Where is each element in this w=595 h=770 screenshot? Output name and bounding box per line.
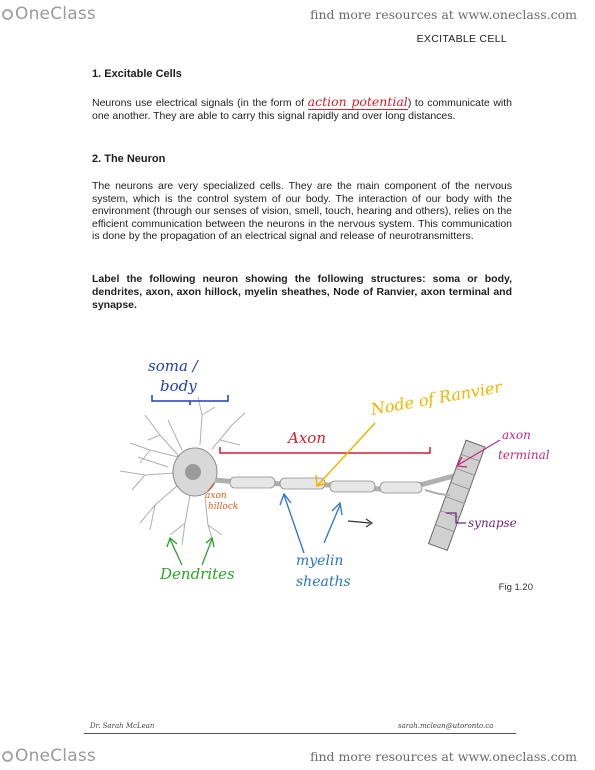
axon-bracket [220, 447, 430, 453]
figure-caption: Fig 1.20 [498, 582, 533, 593]
footer-email: sarah.mclean@utoronto.ca [398, 722, 494, 730]
label-task-instructions: Label the following neuron showing the following structures: soma or body, dendrites, axon, axon hillock, myelin sheathes, Node of Ranvier, axon terminal and synapse. [92, 273, 512, 312]
label-node-of-ranvier: Node of Ranvier [369, 377, 504, 419]
label-myelin-line2: sheaths [296, 574, 351, 590]
neuron-svg [90, 345, 570, 605]
logo-ring-icon [2, 751, 13, 762]
neuron-diagram [90, 345, 570, 605]
section1-paragraph [92, 96, 512, 122]
logo-text: OneClass [15, 4, 96, 24]
label-axon-hillock-line1: axon [205, 491, 227, 501]
nucleus [185, 464, 201, 480]
label-dendrites: Dendrites [160, 565, 235, 583]
logo-ring-icon [2, 9, 13, 20]
document-header: EXCITABLE CELL [416, 33, 507, 45]
footer-rule [84, 733, 516, 734]
label-soma-line2: body [160, 377, 197, 395]
label-synapse: synapse [468, 516, 517, 530]
find-more-link-top[interactable]: find more resources at www.oneclass.com [310, 7, 577, 22]
label-axon: Axon [288, 429, 326, 447]
soma-bracket [152, 395, 228, 401]
oneclass-logo-top [2, 4, 96, 24]
find-more-link-bottom[interactable]: find more resources at www.oneclass.com [310, 749, 577, 764]
footer-author: Dr. Sarah McLean [90, 722, 155, 730]
section1-text-after: ) to communicate with one another. They are able to carry this signal rapidly and over long distances. [92, 97, 513, 122]
label-soma-line1: soma / [148, 357, 198, 375]
label-axon-terminal-line2: terminal [498, 448, 550, 462]
myelin-arrow-left [284, 495, 304, 553]
postsynaptic-cell [429, 440, 485, 550]
signal-direction-arrow-icon [348, 521, 370, 523]
section2-heading: 2. The Neuron [92, 153, 166, 165]
section1-heading: 1. Excitable Cells [92, 68, 182, 80]
logo-text: OneClass [15, 746, 96, 766]
label-myelin-line1: myelin [296, 553, 344, 569]
label-axon-hillock-line2: hillock [208, 502, 239, 512]
section1-text-before: Neurons use electrical signals (in the form of [92, 97, 308, 109]
node-arrow [318, 423, 375, 485]
oneclass-logo-bottom [2, 746, 96, 766]
section2-paragraph: The neurons are very specialized cells. They are the main component of the nervous system, which is the control system of our body. The interaction of our body with the environment (through our senses of vision, smell, touch, hearing and others), relies on the efficient communication between the neurons in the nervous system. This communication is done by the propagation of an electrical signal and release of neurotransmitters. [92, 180, 512, 243]
axon-terminal-branch [425, 490, 450, 495]
handwritten-action-potential: action potential [307, 94, 408, 109]
label-axon-terminal-line1: axon [502, 428, 531, 442]
